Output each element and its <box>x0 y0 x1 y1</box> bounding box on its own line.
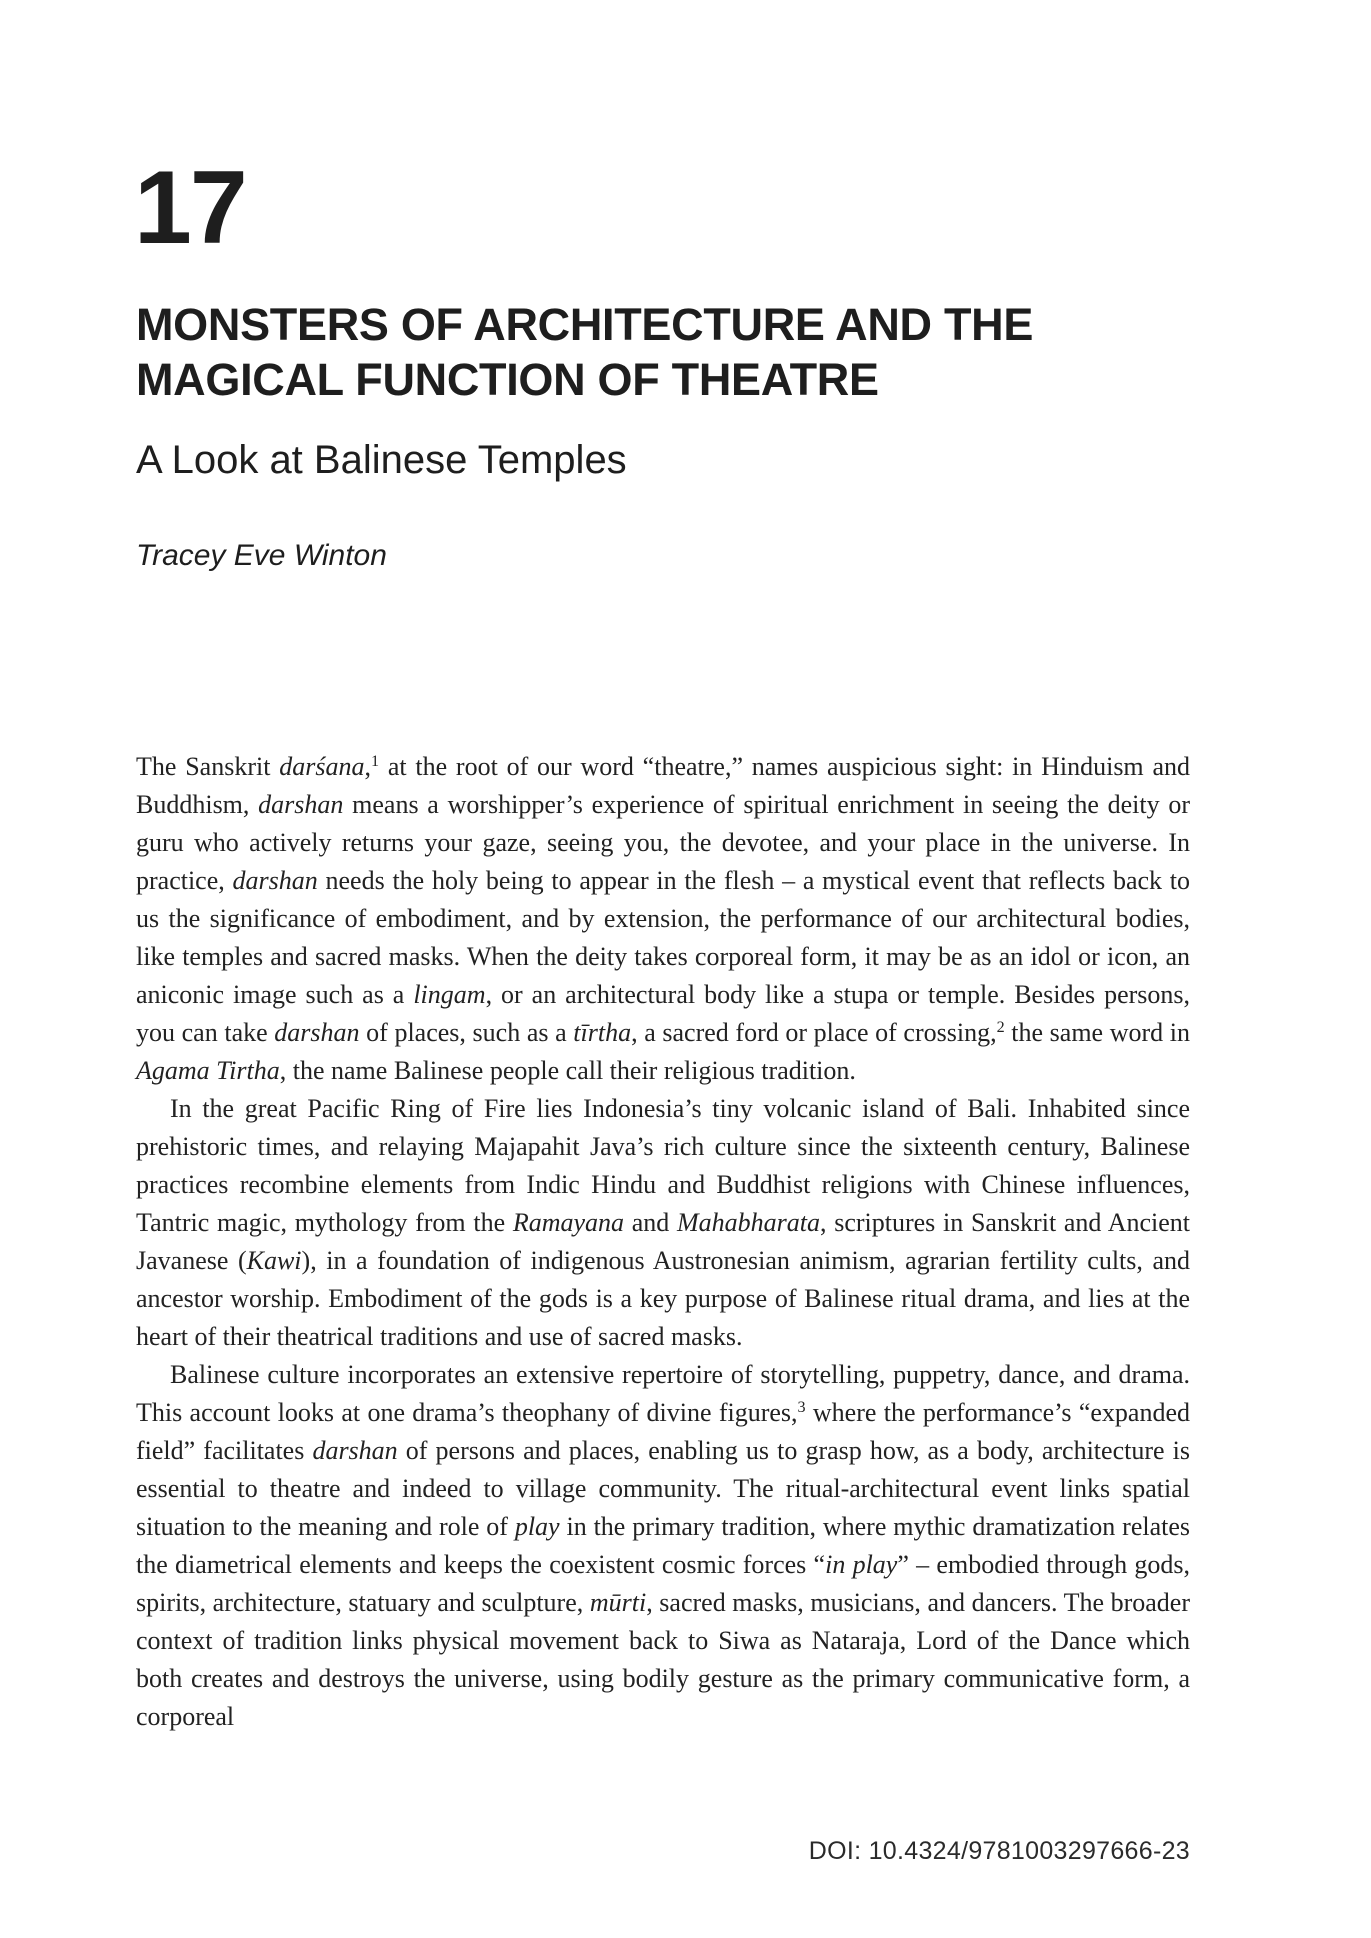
italic-term: in play <box>825 1550 898 1579</box>
text-run: , a sacred ford or place of crossing, <box>631 1018 997 1047</box>
chapter-body-text <box>136 748 1190 1736</box>
italic-term: darshan <box>232 866 318 895</box>
italic-term: darshan <box>312 1436 398 1465</box>
italic-term: lingam <box>413 980 486 1009</box>
text-run: of places, such as a <box>359 1018 574 1047</box>
text-run: ” – embodied through gods, spirits, architecture, statuary and sculpture, <box>136 1550 1190 1617</box>
italic-term: play <box>514 1512 560 1541</box>
italic-term: Kawi <box>246 1246 302 1275</box>
text-run: means a worshipper’s experience of spiritual enrichment in seeing the deity or guru who actively returns your gaze, seeing you, the devotee, and your place in the universe. In practice, <box>136 790 1190 895</box>
text-run: at the root of our word “theatre,” names auspicious sight: in Hinduism and Buddhism, <box>136 752 1190 819</box>
italic-term: mūrti <box>589 1588 647 1617</box>
chapter-number: 17 <box>134 150 246 266</box>
italic-term: darśana <box>279 752 365 781</box>
italic-term: tīrtha <box>573 1018 632 1047</box>
text-run: in the primary tradition, where mythic dramatization relates the diametrical elements and keeps the coexistent cosmic forces “ <box>136 1512 1191 1579</box>
text-run: , <box>364 752 371 781</box>
italic-term: Agama Tirtha <box>136 1056 280 1085</box>
text-run: Balinese culture incorporates an extensive repertoire of storytelling, puppetry, dance, and drama. This account looks at one drama’s theophany of divine figures, <box>136 1360 1190 1427</box>
chapter-subtitle: A Look at Balinese Temples <box>136 438 627 482</box>
footnote-marker: 1 <box>370 753 380 771</box>
italic-term: darshan <box>274 1018 360 1047</box>
italic-term: Mahabharata <box>677 1208 820 1237</box>
text-run: , sacred masks, musicians, and dancers. The broader context of tradition links physical movement back to Siwa as Nataraja, Lord of the Dance which both creates and destroys the universe, using bodily gesture as the primary communicative form, a corporeal <box>136 1588 1191 1731</box>
chapter-title-line-1: MONSTERS OF ARCHITECTURE AND THE <box>136 299 1034 350</box>
footnote-marker: 3 <box>797 1399 806 1417</box>
text-run: , the name Balinese people call their religious tradition. <box>279 1056 856 1085</box>
chapter-title <box>136 297 1236 407</box>
text-run: where the performance’s “expanded field” facilitates <box>136 1398 1191 1465</box>
footnote-marker: 2 <box>996 1019 1005 1037</box>
text-run: , or an architectural body like a stupa or temple. Besides persons, you can take <box>136 980 1191 1047</box>
chapter-title-line-2: MAGICAL FUNCTION OF THEATRE <box>136 354 879 405</box>
text-run: and <box>624 1208 677 1237</box>
paragraph <box>136 1356 1190 1736</box>
italic-term: darshan <box>258 790 344 819</box>
text-run: The Sanskrit <box>136 752 280 781</box>
text-run: , scriptures in Sanskrit and Ancient Javanese ( <box>136 1208 1190 1275</box>
italic-term: Ramayana <box>512 1208 625 1237</box>
text-run: ), in a foundation of indigenous Austronesian animism, agrarian fertility cults, and ancestor worship. Embodiment of the gods is a key purpose of Balinese ritual drama, and lies at the heart of their theatrical traditions and use of sacred masks. <box>136 1246 1190 1351</box>
paragraph <box>136 1090 1190 1356</box>
paragraph <box>136 748 1190 1090</box>
text-run: needs the holy being to appear in the flesh – a mystical event that reflects back to us the significance of embodiment, and by extension, the performance of our architectural bodies, like temples and sacred masks. When the deity takes corporeal form, it may be as an idol or icon, an aniconic image such as a <box>136 866 1191 1009</box>
text-run: In the great Pacific Ring of Fire lies Indonesia’s tiny volcanic island of Bali. Inhabited since prehistoric times, and relaying Majapahit Java’s rich culture since the sixteenth century, Balinese practices recombine elements from Indic Hindu and Buddhist religions with Chinese influences, Tantric magic, mythology from the <box>136 1094 1190 1237</box>
text-run: the same word in <box>1004 1018 1191 1047</box>
chapter-author: Tracey Eve Winton <box>136 539 387 572</box>
text-run: of persons and places, enabling us to grasp how, as a body, architecture is essential to theatre and indeed to village community. The ritual-architectural event links spatial situation to the meaning and role of <box>136 1436 1190 1541</box>
doi-label: DOI: 10.4324/9781003297666-23 <box>808 1837 1190 1865</box>
